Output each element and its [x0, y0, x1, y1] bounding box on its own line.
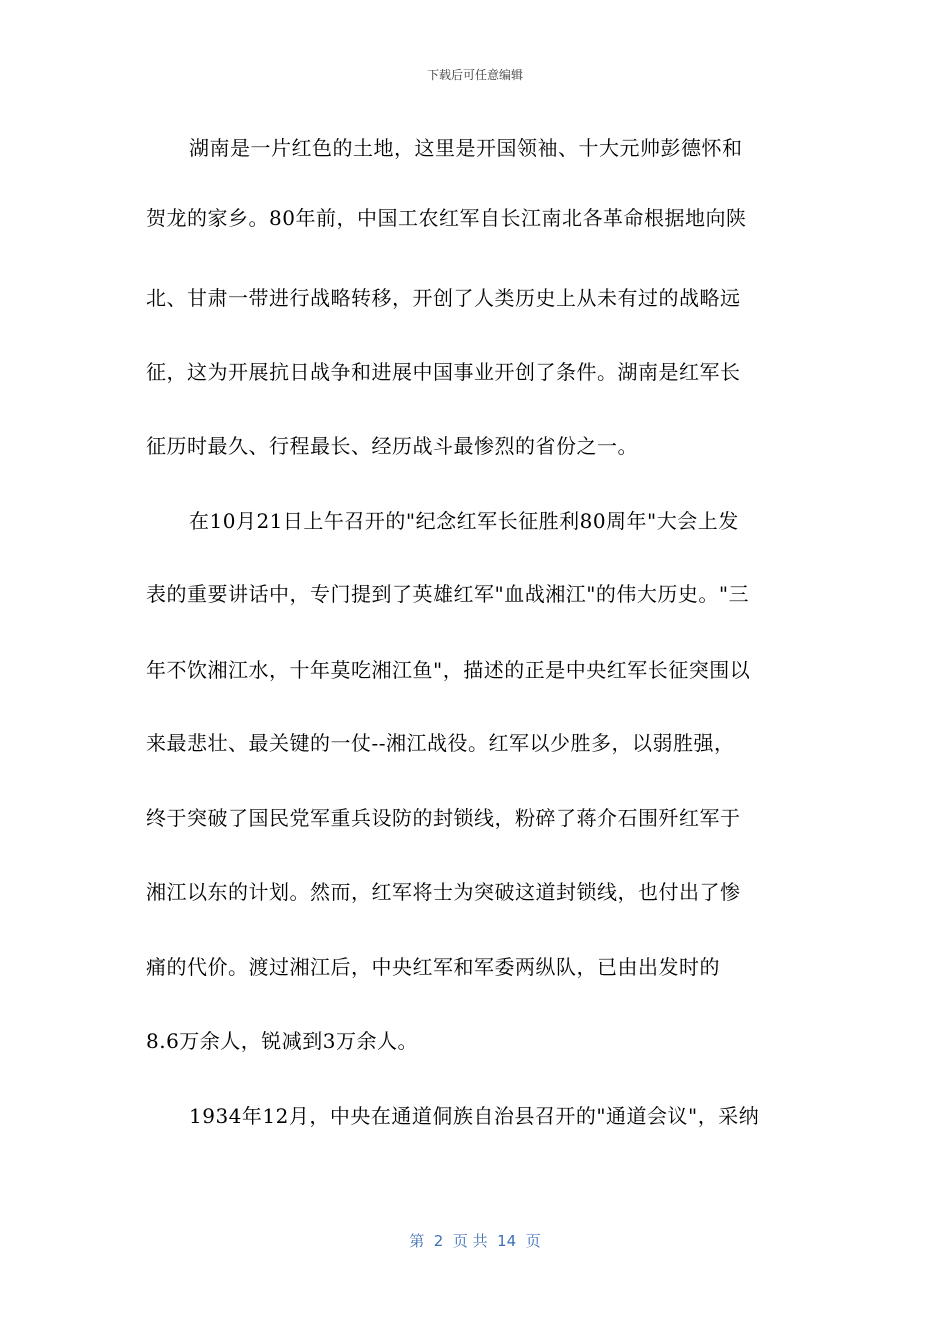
- text-line: 来最悲壮、最关键的一仗--湘江战役。红军以少胜多，以弱胜强，: [146, 731, 735, 755]
- text-line: 8.6万余人，锐减到3万余人。: [146, 1029, 419, 1053]
- text-line: 表的重要讲话中，专门提到了英雄红军"血战湘江"的伟大历史。"三: [146, 582, 750, 606]
- text-line: 在10月21日上午召开的"纪念红军长征胜利80周年"大会上发: [189, 509, 739, 533]
- text-line: 征历时最久、行程最长、经历战斗最惨烈的省份之一。: [146, 434, 638, 458]
- text-line: 征，这为开展抗日战争和进展中国事业开创了条件。湖南是红军长: [146, 360, 741, 384]
- text-line: 湖南是一片红色的土地，这里是开国领袖、十大元帅彭德怀和: [189, 136, 743, 160]
- text-line: 1934年12月，中央在通道侗族自治县召开的"通道会议"，采纳: [189, 1104, 760, 1128]
- text-line: 年不饮湘江水，十年莫吃湘江鱼"，描述的正是中央红军长征突围以: [146, 658, 751, 682]
- text-line: 湘江以东的计划。然而，红军将士为突破这道封锁线，也付出了惨: [146, 880, 741, 904]
- text-line: 贺龙的家乡。80年前，中国工农红军自长江南北各革命根据地向陕: [146, 206, 747, 230]
- page-number-footer: 第 2 页 共 14 页: [409, 1232, 541, 1250]
- text-line: 终于突破了国民党军重兵设防的封锁线，粉碎了蒋介石围歼红军于: [146, 806, 741, 830]
- text-line: 痛的代价。渡过湘江后，中央红军和军委两纵队，已由出发时的: [146, 955, 720, 979]
- text-line: 北、甘肃一带进行战略转移，开创了人类历史上从未有过的战略远: [146, 286, 741, 310]
- page-header: 下载后可任意编辑: [426, 68, 523, 82]
